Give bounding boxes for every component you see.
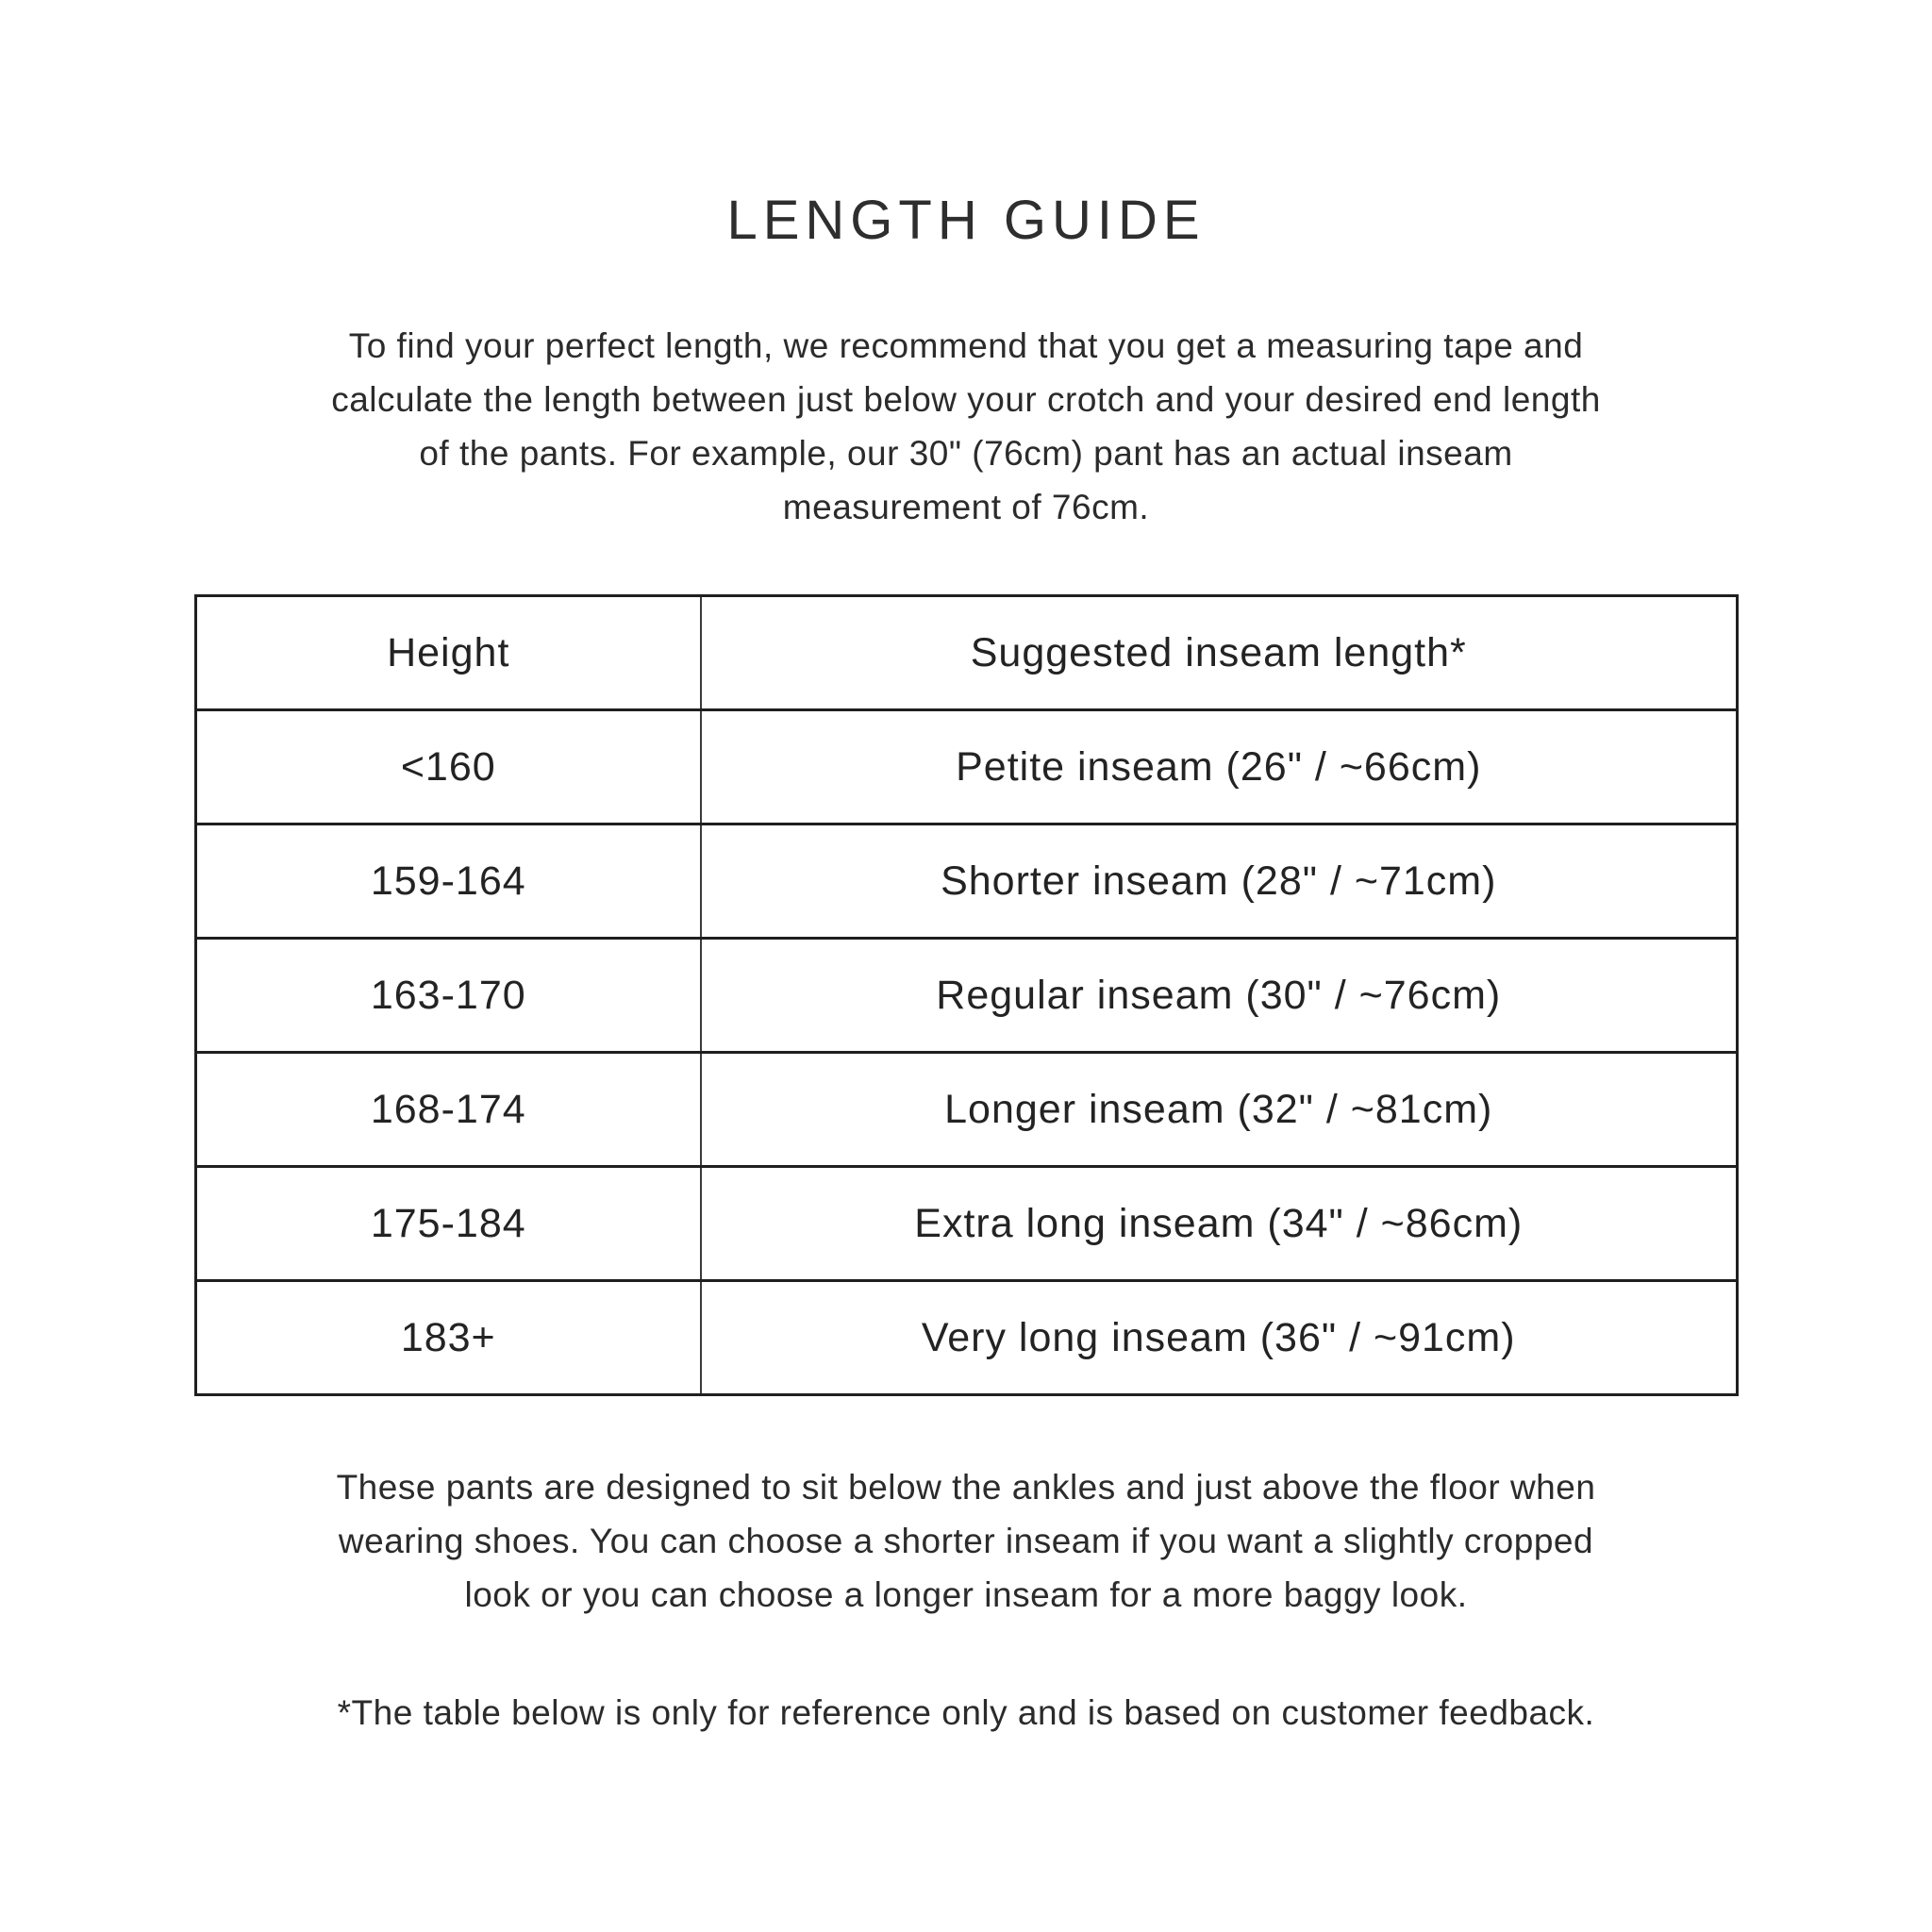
table-row [195, 1053, 1737, 1167]
inseam-cell: Shorter inseam (28" / ~71cm) [701, 824, 1737, 939]
column-header-height: Height [195, 596, 701, 710]
length-guide-table [194, 594, 1739, 1396]
height-cell: 183+ [195, 1281, 701, 1395]
intro-paragraph [0, 319, 1932, 534]
column-header-inseam: Suggested inseam length* [701, 596, 1737, 710]
fit-note-paragraph [0, 1460, 1932, 1622]
reference-disclaimer: *The table below is only for reference only and is based on customer feedback. [337, 1693, 1595, 1732]
fit-note-line-3: look or you can choose a longer inseam for a more baggy look. [464, 1575, 1468, 1614]
inseam-cell: Very long inseam (36" / ~91cm) [701, 1281, 1737, 1395]
inseam-cell: Regular inseam (30" / ~76cm) [701, 939, 1737, 1053]
inseam-cell: Longer inseam (32" / ~81cm) [701, 1053, 1737, 1167]
table-header-row [195, 596, 1737, 710]
fit-note-line-1: These pants are designed to sit below the ankles and just above the floor when [336, 1468, 1596, 1507]
intro-line-2: calculate the length between just below your crotch and your desired end length [331, 380, 1601, 419]
inseam-cell: Petite inseam (26" / ~66cm) [701, 710, 1737, 824]
table-row [195, 1167, 1737, 1281]
height-cell: 163-170 [195, 939, 701, 1053]
inseam-cell: Extra long inseam (34" / ~86cm) [701, 1167, 1737, 1281]
table-row [195, 824, 1737, 939]
fit-note-line-2: wearing shoes. You can choose a shorter inseam if you want a slightly cropped [338, 1522, 1594, 1560]
height-cell: <160 [195, 710, 701, 824]
intro-line-1: To find your perfect length, we recommend that you get a measuring tape and [348, 326, 1584, 365]
intro-line-3: of the pants. For example, our 30" (76cm) pant has an actual inseam [419, 434, 1513, 473]
intro-line-4: measurement of 76cm. [782, 488, 1150, 526]
height-cell: 159-164 [195, 824, 701, 939]
table-row [195, 939, 1737, 1053]
height-cell: 168-174 [195, 1053, 701, 1167]
table-row [195, 710, 1737, 824]
height-cell: 175-184 [195, 1167, 701, 1281]
table-row [195, 1281, 1737, 1395]
page-title: LENGTH GUIDE [726, 190, 1206, 251]
